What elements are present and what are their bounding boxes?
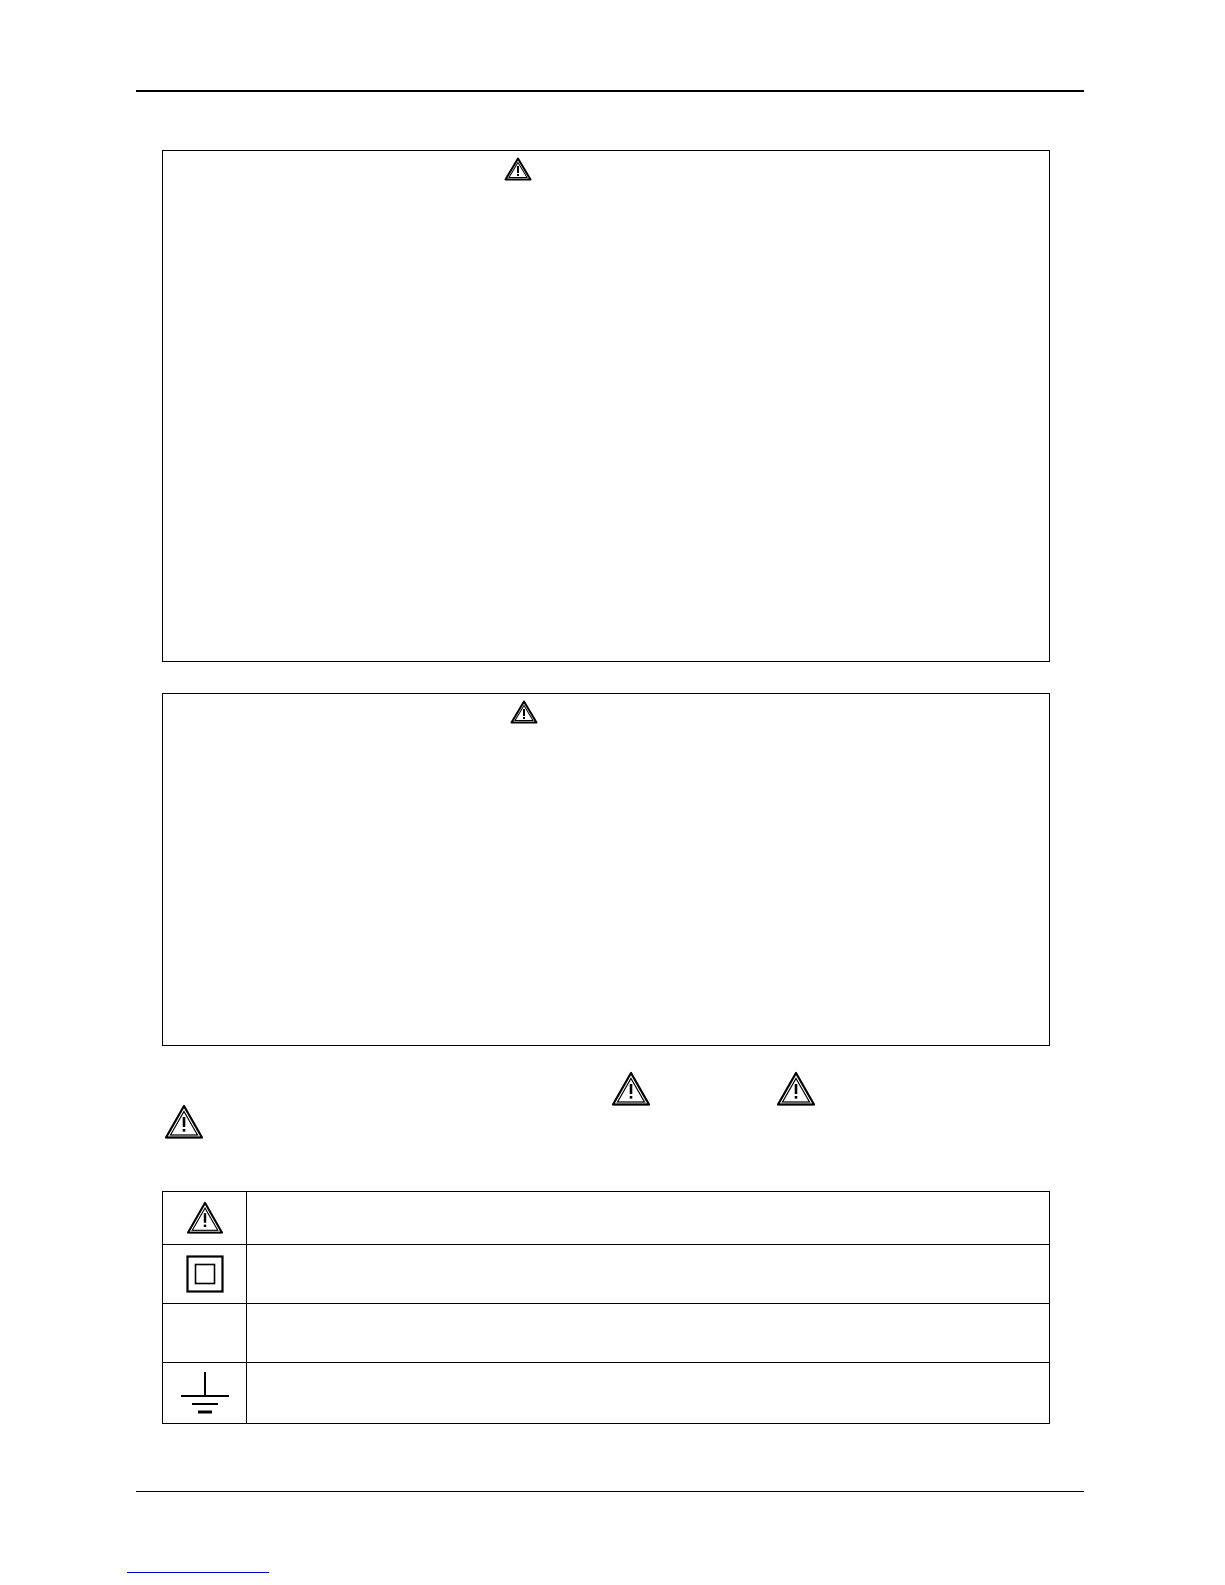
symbol-description-cell: [247, 1245, 1050, 1304]
ground-earth-icon: [180, 1371, 230, 1415]
table-row: [163, 1192, 1050, 1245]
warning-triangle-icon: [776, 1071, 816, 1107]
warning-triangle-icon: [164, 1104, 204, 1140]
footer-link[interactable]: [127, 1572, 269, 1573]
symbol-cell: [163, 1304, 247, 1363]
symbol-description-cell: [247, 1304, 1050, 1363]
symbol-cell: [163, 1192, 247, 1245]
symbols-table: [162, 1191, 1050, 1424]
table-row: [163, 1304, 1050, 1363]
table-row: [163, 1245, 1050, 1304]
warning-triangle-icon: [611, 1071, 651, 1107]
symbol-description-cell: [247, 1192, 1050, 1245]
warning-triangle-icon: [510, 700, 538, 724]
warning-box-1: [162, 150, 1050, 662]
symbol-cell: [163, 1363, 247, 1424]
table-row: [163, 1363, 1050, 1424]
symbol-cell: [163, 1245, 247, 1304]
header-rule: [136, 90, 1084, 92]
double-insulation-square-icon: [186, 1255, 224, 1293]
footer-rule: [136, 1491, 1084, 1492]
warning-box-2: [162, 693, 1050, 1046]
symbol-description-cell: [247, 1363, 1050, 1424]
warning-triangle-icon: [186, 1201, 224, 1235]
warning-triangle-icon: [504, 157, 532, 181]
